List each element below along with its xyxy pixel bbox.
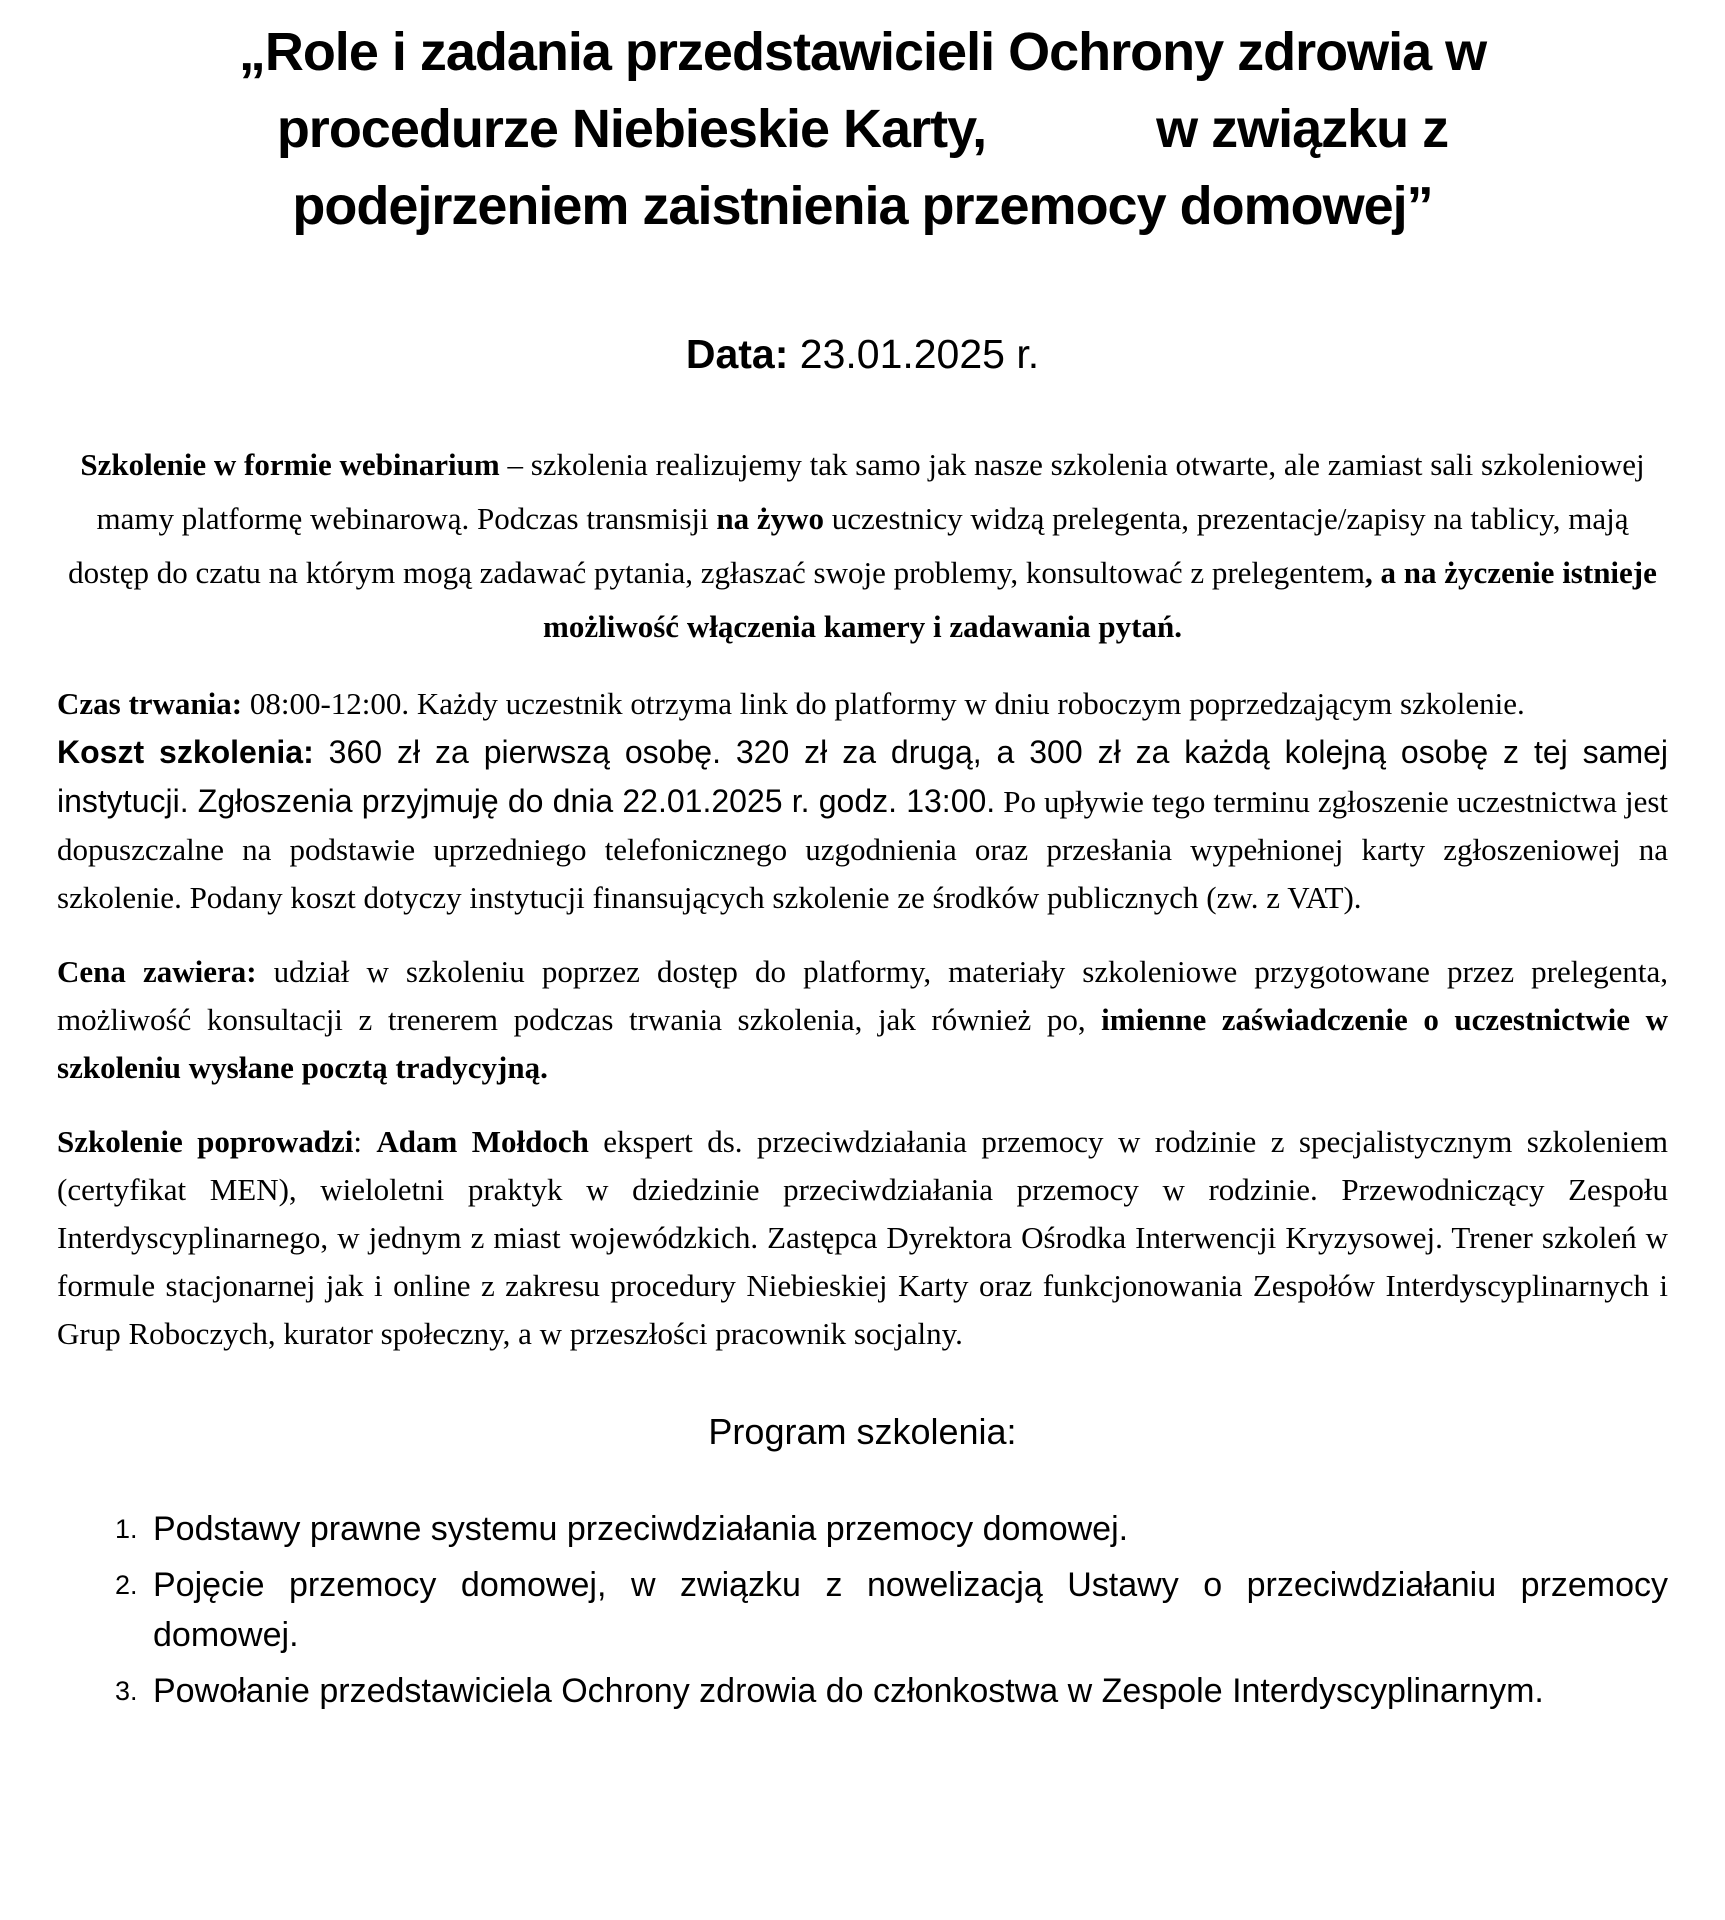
date-label: Data:	[685, 331, 789, 377]
item-text: Pojęcie przemocy domowej, w związku z nowelizacją Ustawy o przeciwdziałaniu przemocy domowej.	[153, 1566, 1668, 1654]
text-segment: ,	[1365, 555, 1373, 590]
date-line	[57, 327, 1668, 382]
text-segment: na żywo	[716, 501, 825, 536]
item-number: 3.	[115, 1676, 138, 1706]
list-item	[115, 1666, 1668, 1716]
webinar-description-paragraph	[57, 438, 1668, 654]
text-segment: udział w szkoleniu poprzez dostęp do platformy, materiały szkoleniowe przygotowane przez prelegenta, możliwość konsultacji z trenerem podczas trwania szkolenia, jak również po,	[57, 954, 1668, 1037]
item-text: Powołanie przedstawiciela Ochrony zdrowia do członkostwa w Zespole Interdyscyplinarnym.	[153, 1672, 1544, 1710]
text-segment: 360 zł za pierwszą osobę. 320 zł za drugą, a 300 zł za każdą kolejną osobę z tej samej instytucji. Zgłoszenia przyjmuję do dnia 22.01.2025 r. godz. 13:00.	[57, 734, 1669, 819]
text-segment: :	[353, 1124, 377, 1159]
list-item	[115, 1560, 1668, 1660]
text-segment: a na życzenie istnieje możliwość włączenia kamery i zadawania pytań.	[543, 555, 1657, 644]
list-item	[115, 1504, 1668, 1554]
text-segment: Po upływie tego terminu zgłoszenie uczestnictwa jest dopuszczalne na podstawie uprzedniego telefonicznego uzgodnienia oraz przesłania wypełnionej karty zgłoszeniowej na szkolenie. Podany koszt dotyczy instytucji finansujących szkolenie ze środków publicznych (zw. z VAT).	[57, 784, 1668, 915]
text-segment	[1373, 555, 1381, 590]
item-text: Podstawy prawne systemu przeciwdziałania przemocy domowej.	[153, 1510, 1129, 1548]
program-list	[57, 1504, 1668, 1716]
duration-paragraph	[57, 680, 1668, 728]
item-number: 1.	[115, 1514, 138, 1544]
text-segment: uczestnicy widzą prelegenta, prezentacje/zapisy na tablicy, mają dostęp do czatu na którym mogą zadawać pytania, zgłaszać swoje problemy, konsultować z prelegentem	[68, 501, 1629, 590]
text-segment: imienne zaświadczenie o uczestnictwie w szkoleniu wysłane pocztą tradycyjną.	[57, 1002, 1668, 1085]
price-includes-paragraph	[57, 948, 1668, 1092]
title-line-2-right: w związku z	[1156, 99, 1449, 159]
text-segment: ekspert ds. przeciwdziałania przemocy w rodzinie z specjalistycznym szkoleniem (certyfikat MEN), wieloletni praktyk w dziedzinie przeciwdziałania przemocy w rodzinie. Przewodniczący Zespołu Interdyscyplinarnego, w jednym z miast wojewódzkich. Zastępca Dyrektora Ośrodka Interwencji Kryzysowej. Trener szkoleń w formule stacjonarnej jak i online z zakresu procedury Niebieskiej Karty oraz funkcjonowania Zespołów Interdyscyplinarnych i Grup Roboczych, kurator społeczny, a w przeszłości pracownik socjalny.	[57, 1124, 1668, 1351]
text-segment: Szkolenie w formie webinarium	[80, 447, 500, 482]
text-segment: – szkolenia realizujemy tak samo jak nasze szkolenia otwarte, ale zamiast sali szkoleniowej mamy platformę webinarową. Podczas transmisji	[96, 447, 1645, 536]
program-heading: Program szkolenia:	[708, 1411, 1017, 1452]
title-line-2-left: procedurze Niebieskie Karty,	[276, 99, 987, 159]
trainer-paragraph	[57, 1118, 1668, 1358]
text-segment: Cena zawiera:	[57, 954, 257, 989]
text-segment: Adam Mołdoch	[376, 1124, 589, 1159]
title-line-1: „Role i zadania przedstawicieli Ochrony zdrowia w	[238, 22, 1487, 82]
text-segment: Szkolenie poprowadzi	[57, 1124, 354, 1159]
title-line-2	[57, 91, 1668, 168]
text-segment: Koszt szkolenia:	[57, 734, 314, 770]
text-segment: Czas trwania:	[57, 686, 243, 721]
item-number: 2.	[115, 1570, 138, 1600]
date-value: 23.01.2025 r.	[788, 331, 1040, 377]
title-line-3: podejrzeniem zaistnienia przemocy domowej”	[292, 176, 1433, 236]
cost-paragraph	[57, 728, 1668, 922]
document-title	[57, 14, 1668, 245]
text-segment: 08:00-12:00. Każdy uczestnik otrzyma link do platformy w dniu roboczym poprzedzającym szkolenie.	[242, 686, 1525, 721]
